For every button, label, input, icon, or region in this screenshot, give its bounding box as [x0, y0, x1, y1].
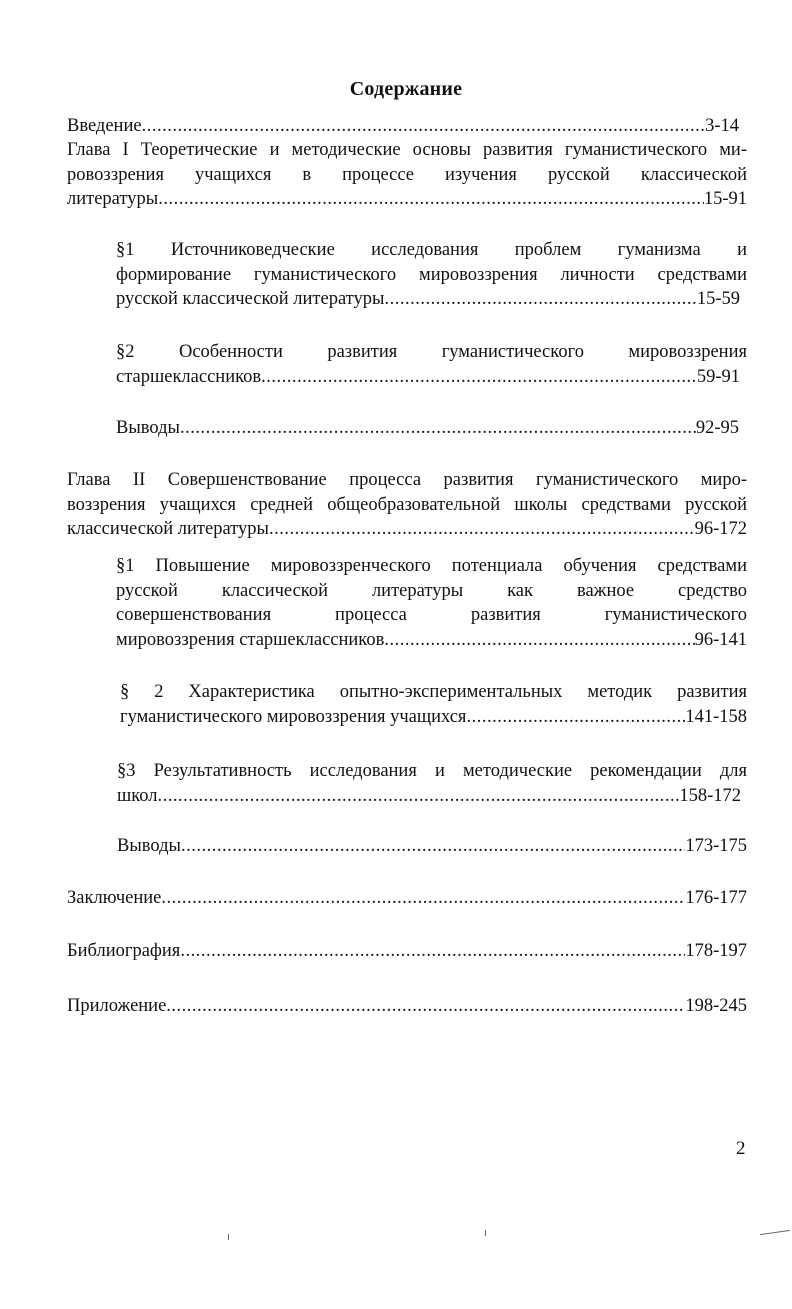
toc-entry-label: классической литературы — [67, 519, 269, 539]
toc-entry-intro — [67, 114, 739, 139]
toc-entry-pages: 59-91 — [696, 366, 740, 387]
dot-leader — [384, 628, 694, 653]
toc-entry-label: русской классической литературы — [116, 289, 385, 309]
dot-leader — [166, 994, 685, 1019]
toc-entry-pages: 141-158 — [685, 706, 747, 727]
dot-leader — [261, 365, 697, 390]
toc-entry-chapter-2-section-1 — [116, 554, 747, 652]
toc-entry-chapter-2-section-3 — [117, 759, 747, 808]
toc-entry-pages: 178-197 — [685, 941, 747, 961]
toc-entry-chapter-1-conclusions — [116, 416, 739, 441]
toc-entry-label: Приложение — [67, 996, 167, 1016]
toc-entry-pages: 173-175 — [685, 836, 747, 856]
dot-leader — [180, 939, 685, 964]
toc-entry-text: § 2 Характеристика опытно-экспериментальных методик развития — [120, 682, 747, 702]
toc-entry-label: гуманистического мировоззрения учащихся — [120, 706, 467, 727]
dot-leader — [161, 886, 685, 911]
toc-entry-pages: 96-172 — [694, 519, 747, 539]
toc-entry-pages: 92-95 — [695, 418, 739, 438]
toc-entry-chapter-2-section-2 — [120, 680, 747, 729]
dot-leader — [158, 187, 704, 212]
toc-entry-chapter-1 — [67, 138, 747, 212]
toc-entry-text: воззрения учащихся средней общеобразовательной школы средствами русской — [67, 494, 747, 515]
toc-entry-label: Библиография — [67, 941, 181, 961]
dot-leader — [142, 114, 706, 139]
toc-entry-text: §2 Особенности развития гуманистического мировоззрения — [116, 342, 747, 362]
toc-entry-text: ровоззрения учащихся в процессе изучения русской классической — [67, 164, 747, 185]
dot-leader — [384, 287, 696, 312]
scan-artifact — [485, 1230, 486, 1236]
toc-entry-text: Глава I Теоретические и методические основы развития гуманистического ми- — [67, 140, 747, 160]
toc-entry-conclusion — [67, 886, 747, 911]
toc-entry-pages: 176-177 — [685, 888, 747, 908]
toc-entry-pages: 198-245 — [685, 996, 747, 1016]
dot-leader — [269, 517, 695, 542]
page-number: 2 — [736, 1138, 746, 1159]
toc-entry-text: совершенствования процесса развития гуманистического — [116, 605, 747, 625]
toc-entry-text: формирование гуманистического мировоззрения личности средствами — [116, 264, 747, 285]
toc-entry-chapter-1-section-2 — [116, 340, 747, 389]
toc-entry-label: литературы — [67, 189, 159, 209]
dot-leader — [180, 416, 696, 441]
toc-entry-pages: 3-14 — [705, 116, 739, 136]
scan-artifact — [760, 1230, 790, 1235]
toc-entry-text: §1 Источниковедческие исследования проблем гуманизма и — [116, 240, 747, 260]
toc-entry-pages: 15-59 — [696, 289, 740, 309]
toc-entry-chapter-1-section-1 — [116, 238, 747, 312]
dot-leader — [466, 705, 685, 730]
toc-entry-pages: 158-172 — [679, 785, 741, 806]
toc-entry-appendix — [67, 994, 747, 1019]
toc-entry-chapter-2-conclusions — [117, 834, 747, 859]
toc-entry-label: Введение — [67, 116, 142, 136]
toc-entry-text: §3 Результативность исследования и методические рекомендации для — [117, 761, 747, 781]
toc-entry-label: старшеклассников — [116, 366, 262, 387]
toc-entry-pages: 15-91 — [703, 189, 747, 209]
toc-entry-pages: 96-141 — [694, 629, 747, 650]
toc-entry-label: Выводы — [117, 836, 181, 856]
toc-entry-bibliography — [67, 939, 747, 964]
toc-title: Содержание — [349, 78, 463, 100]
dot-leader — [181, 834, 685, 859]
scan-artifact — [228, 1234, 229, 1240]
toc-entry-text: §1 Повышение мировоззренческого потенциала обучения средствами — [116, 556, 747, 576]
toc-entry-label: мировоззрения старшеклассников — [116, 629, 385, 650]
toc-entry-chapter-2 — [67, 468, 747, 542]
dot-leader — [158, 784, 680, 809]
toc-entry-label: Выводы — [116, 418, 180, 438]
toc-entry-text: Глава II Совершенствование процесса развития гуманистического миро- — [67, 470, 747, 490]
toc-entry-label: Заключение — [67, 888, 162, 908]
toc-entry-label: школ — [117, 785, 158, 806]
toc-entry-text: русской классической литературы как важное средство — [116, 580, 747, 601]
